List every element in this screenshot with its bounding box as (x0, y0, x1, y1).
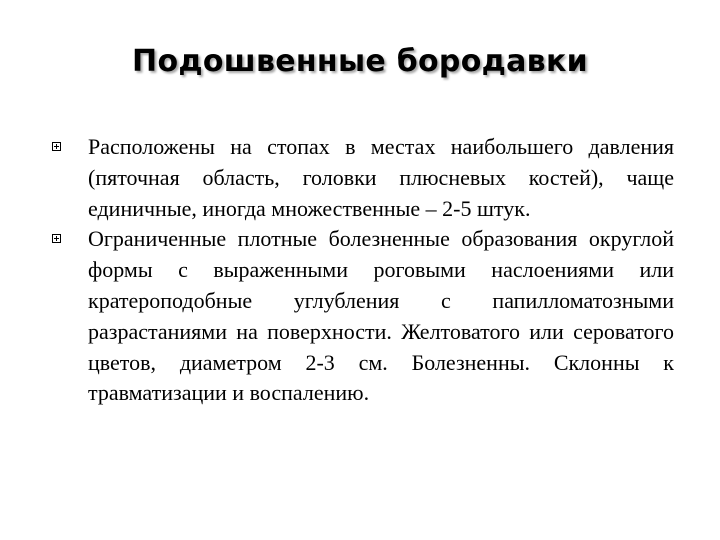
bullet-text: Расположены на стопах в местах наибольшего давления (пяточная область, головки плюсневых костей), чаще единичные, иногда множественные – 2-5 штук. (88, 134, 674, 221)
bullet-item (48, 132, 674, 224)
bullet-text: Ограниченные плотные болезненные образования округлой формы с выраженными роговыми наслоениями или кратероподобные углубления с папилломатозными разрастаниями на поверхности. Желтоватого или сероватого цветов, диаметром 2-3 см. Болезненны. Склонны к травматизации и воспалению. (88, 226, 674, 406)
bullet-item (48, 224, 674, 409)
square-bullet-icon (52, 234, 61, 243)
bullet-list (48, 132, 674, 409)
square-bullet-icon (52, 142, 61, 151)
slide-title: Подошвенные бородавки (132, 44, 588, 79)
